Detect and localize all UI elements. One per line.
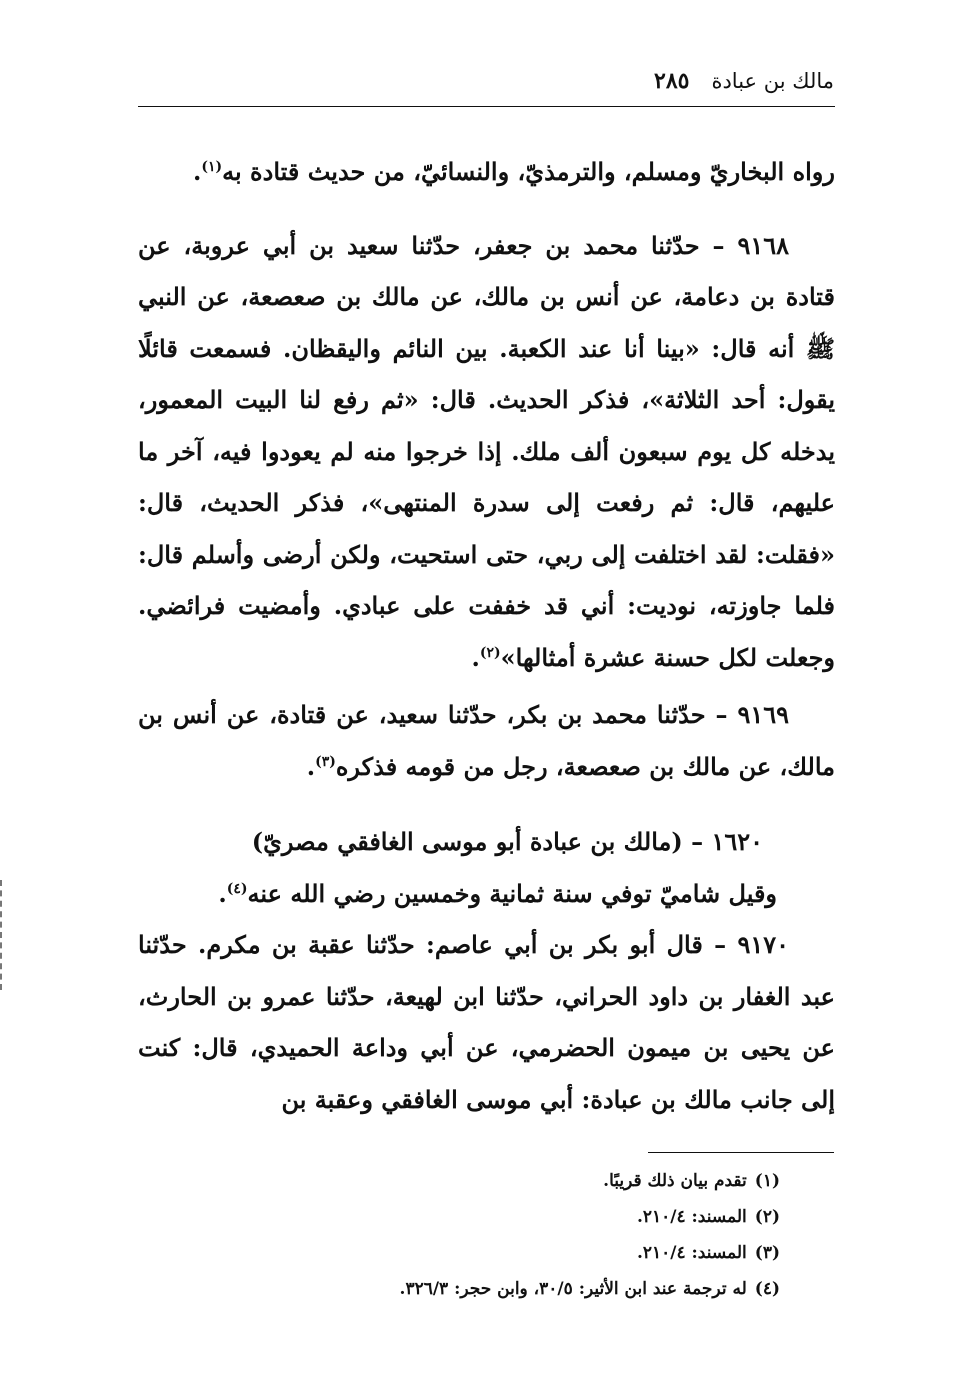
paragraph-tail: . [306,751,316,781]
footnote-3 [138,1235,780,1271]
footnote-separator [648,1152,834,1153]
hadith-9168 [138,220,835,684]
hadith-number: ٩١٦٨ [737,230,789,260]
footnote-number: (٣) [754,1243,780,1263]
footnote-4 [138,1271,780,1307]
footnote-number: (١) [754,1171,780,1191]
hadith-9169 [138,689,835,792]
footnote-1 [138,1163,780,1199]
hadith-9170 [138,919,835,1125]
paragraph-text: – حدّثنا محمد بن جعفر، حدّثنا سعيد بن أبي عروبة، عن قتادة بن دعامة، عن أنس بن مالك، عن مالك بن صعصعة، عن النبي ﷺ أنه قال: «بينا أنا عند الكعبة. بين النائم واليقظان. فسمعت قائلًا يقول: أحد الثلاثة»، فذكر الحديث. قال: «ثم رفع لنا البيت المعمور، يدخله كل يوم سبعون ألف ملك. إذا خرجوا منه لم يعودوا فيه، آخر ما عليهم، قال: ثم رفعت إلى سدرة المنتهى»، فذكر الحديث، قال: «فقلت: لقد اختلفت إلى ربي، حتى استحيت، ولكن أرضى وأسلم قال: فلما جاوزته، نوديت: أني قد خففت على عبادي. وأمضيت فرائضي. وجعلت لكل حسنة عشرة أمثالها» [138,230,835,672]
entry-subtitle: وقيل شاميّ توفي سنة ثمانية وخمسين رضي الله عنه [247,878,777,908]
page-number: ٢٨٥ [654,68,690,94]
footnote-ref[interactable]: (٣) [315,753,336,770]
footnote-number: (٢) [754,1207,780,1227]
paragraph-text: – حدّثنا محمد بن بكر، حدّثنا سعيد، عن قتادة، عن أنس بن مالك، عن مالك بن صعصعة، رجل من قومه فذكره [138,700,835,781]
entry-number: ١٦٢٠ [711,827,763,856]
entry-tail: . [218,878,227,908]
footnote-ref[interactable]: (١) [201,159,223,175]
footnote-text: المسند: ٢١٠/٤. [636,1207,747,1227]
footnote-ref[interactable]: (٤) [226,880,248,897]
main-text [138,146,835,1125]
footnote-text: المسند: ٢١٠/٤. [636,1243,747,1263]
paragraph-tail: . [193,157,202,186]
header-rule [138,106,835,107]
paragraph-text: رواه البخاريّ ومسلم، والترمذيّ، والنسائيّ، من حديث قتادة به [222,157,835,186]
running-title: مالك بن عبادة [711,69,834,93]
page-header [138,68,834,102]
scan-edge-mark [0,880,8,990]
entry-subheading [138,868,835,920]
paragraph-intro [138,146,835,198]
entry-title: – (مالك بن عبادة أبو موسى الغافقي مصريّ) [251,827,712,856]
footnote-ref[interactable]: (٢) [479,644,501,661]
hadith-number: ٩١٧٠ [737,930,789,959]
paragraph-tail: . [471,642,480,672]
footnote-text: تقدم بيان ذلك قريبًا. [603,1171,747,1191]
hadith-number: ٩١٦٩ [737,700,789,729]
footnote-2 [138,1199,780,1235]
footnotes [138,1163,780,1307]
footnote-number: (٤) [754,1279,780,1299]
paragraph-text: – قال أبو بكر بن أبي عاصم: حدّثنا عقبة بن مكرم. حدّثنا عبد الغفار بن داود الحراني، حدّثنا ابن لهيعة، حدّثنا عمرو بن الحارث، عن يحيى بن ميمون الحضرمي، عن أبي وداعة الحميدي، قال: كنت إلى جانب مالك بن عبادة: أبي موسى الغافقي وعقبة بن [138,930,835,1114]
footnote-text: له ترجمة عند ابن الأثير: ٣٠/٥، وابن حجر: ٣٢٦/٣. [399,1279,747,1299]
entry-heading [138,816,835,868]
